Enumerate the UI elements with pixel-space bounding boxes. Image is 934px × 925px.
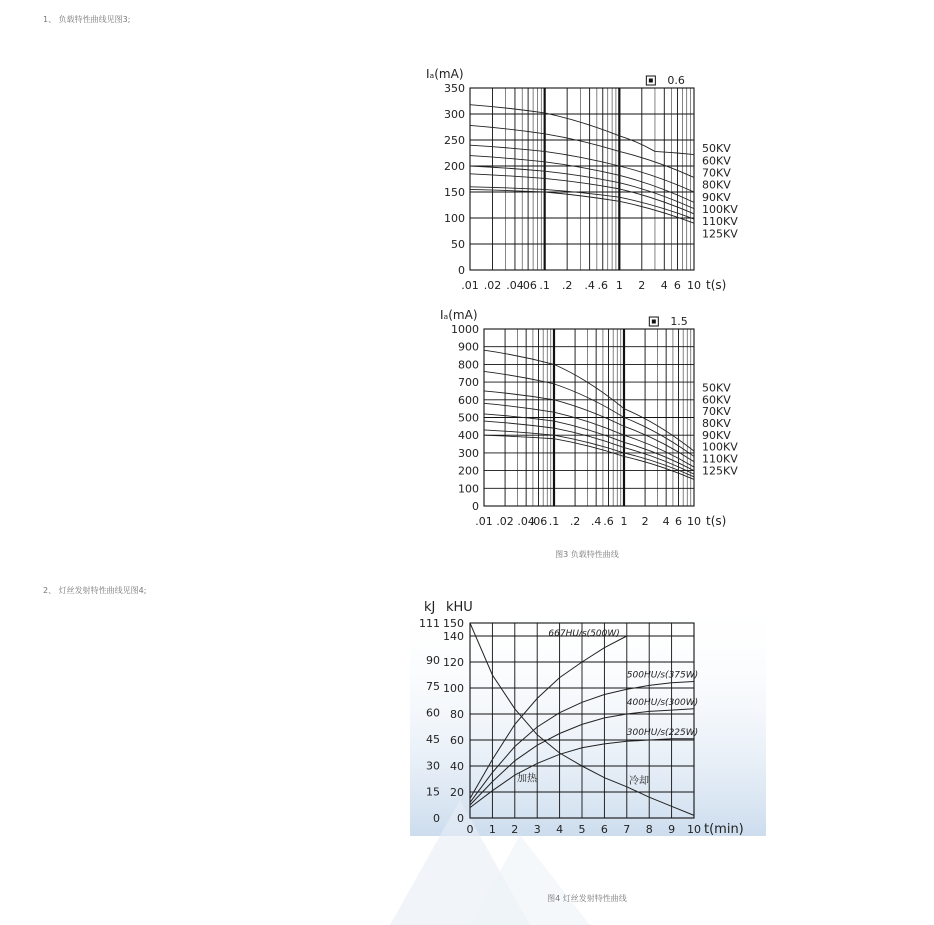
series-label: 70KV	[702, 166, 731, 180]
focus-label: 0.6	[667, 74, 685, 87]
series-curve	[484, 435, 694, 479]
y-tick-label: 0	[472, 500, 479, 513]
x-tick-label: 3	[533, 823, 541, 836]
figure4-caption: 图4 灯丝发射特性曲线	[547, 894, 627, 903]
y-tick-label: 350	[444, 82, 465, 95]
annotation-cooling: 冷却	[629, 776, 650, 788]
x-tick-label: 1	[620, 515, 628, 528]
y-tick-label: 200	[444, 160, 465, 173]
series-curve	[470, 166, 694, 209]
y-tick-label-kj: 0	[433, 812, 440, 825]
x-tick-label: .1	[539, 279, 550, 292]
x-tick-label: .02	[483, 279, 502, 292]
x-tick-label: .04	[506, 279, 524, 292]
x-tick-label: .04	[517, 515, 535, 528]
series-label: 90KV	[702, 190, 731, 204]
x-tick-label: 4	[662, 515, 670, 528]
x-tick-label: .4	[584, 279, 595, 292]
x-tick-label: .02	[496, 515, 514, 528]
y-tick-label: 100	[458, 482, 479, 496]
x-tick-label: 2	[641, 515, 649, 528]
x-tick-label: 5	[578, 823, 586, 836]
x-tick-label: .2	[561, 279, 573, 292]
y-tick-label-kj: 30	[426, 759, 440, 773]
x-tick-label: 10	[687, 279, 701, 292]
x-tick-label: 4	[660, 279, 668, 292]
y-tick-label: 150	[444, 186, 465, 199]
focus-label: 1.5	[670, 315, 688, 328]
y-tick-label: 300	[444, 108, 465, 121]
y-tick-label: 800	[458, 358, 479, 372]
y-tick-label: 1000	[451, 323, 479, 336]
series-label: 125KV	[702, 464, 738, 478]
x-tick-label: .01	[475, 515, 493, 528]
y-tick-label: 100	[444, 212, 465, 225]
x-tick-label: 7	[623, 823, 631, 836]
focus-box-icon-fill	[652, 320, 656, 324]
x-tick-label: .6	[597, 279, 609, 292]
series-label: 667HU/s(500W)	[548, 629, 620, 639]
y-tick-label-kj: 15	[426, 785, 440, 799]
series-label: 50KV	[702, 381, 731, 395]
x-axis-label: t(s)	[706, 278, 727, 292]
y-axis-label-kj: kJ	[424, 600, 436, 615]
y-axis-label-khu: kHU	[446, 600, 473, 615]
y-tick-label-khu: 60	[450, 734, 464, 747]
x-tick-label: 0	[466, 823, 474, 836]
series-label: 110KV	[702, 215, 738, 229]
y-tick-label-khu: 100	[443, 682, 464, 695]
series-label: 400HU/s(300W)	[626, 697, 699, 708]
series-label: 125KV	[702, 227, 738, 241]
y-tick-label: 200	[458, 464, 479, 478]
x-tick-label: 4	[556, 823, 564, 836]
y-tick-label: 300	[458, 446, 479, 460]
x-tick-label: 9	[668, 823, 676, 836]
note-figure4: 2、 灯丝发射特性曲线见图4;	[43, 586, 147, 595]
y-tick-label-khu: 140	[443, 630, 464, 643]
note-figure3: 1、 负载特性曲线见图3;	[43, 15, 131, 24]
y-tick-label-khu: 150	[443, 617, 464, 630]
y-tick-label: 250	[444, 134, 465, 147]
x-tick-label: 6	[600, 823, 608, 836]
plot-frame	[470, 88, 694, 270]
x-tick-label: .1	[548, 515, 560, 528]
x-tick-label: .06	[519, 279, 537, 292]
x-tick-label: 2	[511, 823, 519, 836]
series-label: 300HU/s(225W)	[626, 727, 699, 738]
x-tick-label: .01	[461, 279, 479, 292]
y-tick-label-kj: 60	[426, 706, 440, 720]
x-tick-label: 10	[687, 515, 701, 528]
x-tick-label: .2	[569, 515, 581, 528]
y-tick-label: 500	[458, 411, 479, 425]
chart-load-curve-1-5	[440, 308, 738, 528]
x-axis-label: t(min)	[704, 822, 744, 837]
series-label: 60KV	[702, 154, 731, 168]
chart-load-curve-0-6	[426, 67, 738, 292]
series-label: 70KV	[702, 405, 731, 419]
y-tick-label-khu: 80	[450, 708, 464, 721]
series-label: 110KV	[702, 452, 738, 466]
y-tick-label-kj: 111	[419, 617, 440, 630]
x-tick-label: .4	[590, 515, 602, 528]
series-label: 80KV	[702, 178, 731, 192]
y-tick-label-khu: 40	[450, 760, 464, 773]
y-axis-label: Iₐ(mA)	[426, 67, 464, 81]
y-tick-label: 600	[458, 393, 479, 407]
y-tick-label: 700	[458, 376, 479, 390]
series-curve	[470, 145, 694, 192]
annotation-heating: 加热	[517, 773, 538, 785]
series-label: 100KV	[702, 440, 738, 454]
series-label: 80KV	[702, 416, 731, 430]
x-tick-label: 6	[673, 279, 681, 292]
series-label: 100KV	[702, 203, 738, 217]
y-axis-label: Iₐ(mA)	[440, 308, 478, 322]
y-tick-label-kj: 45	[426, 732, 440, 746]
y-tick-label-kj: 75	[426, 680, 440, 694]
x-tick-label: .6	[603, 515, 614, 528]
y-tick-label-khu: 120	[443, 656, 464, 669]
y-tick-label: 0	[458, 264, 465, 277]
x-tick-label: 1	[488, 823, 496, 836]
figure3-caption: 图3 负载特性曲线	[555, 550, 619, 559]
x-tick-label: 2	[638, 279, 646, 292]
x-tick-label: .06	[529, 515, 548, 528]
series-label: 90KV	[702, 428, 731, 442]
series-label: 50KV	[702, 142, 731, 156]
series-label: 60KV	[702, 393, 731, 407]
y-tick-label: 50	[451, 238, 465, 251]
y-tick-label-kj: 90	[426, 653, 440, 667]
series-curve	[484, 391, 694, 462]
x-tick-label: 10	[687, 823, 701, 836]
x-axis-label: t(s)	[706, 514, 727, 528]
focus-box-icon-fill	[649, 79, 653, 83]
series-curve	[470, 105, 694, 155]
y-tick-label: 400	[458, 429, 479, 443]
series-label: 500HU/s(375W)	[626, 670, 699, 681]
y-tick-label-khu: 20	[450, 786, 464, 799]
x-tick-label: 8	[645, 823, 653, 836]
y-tick-label-khu: 0	[457, 812, 464, 825]
x-tick-label: 6	[674, 515, 682, 528]
y-tick-label: 900	[458, 340, 479, 354]
x-tick-label: 1	[615, 279, 623, 292]
